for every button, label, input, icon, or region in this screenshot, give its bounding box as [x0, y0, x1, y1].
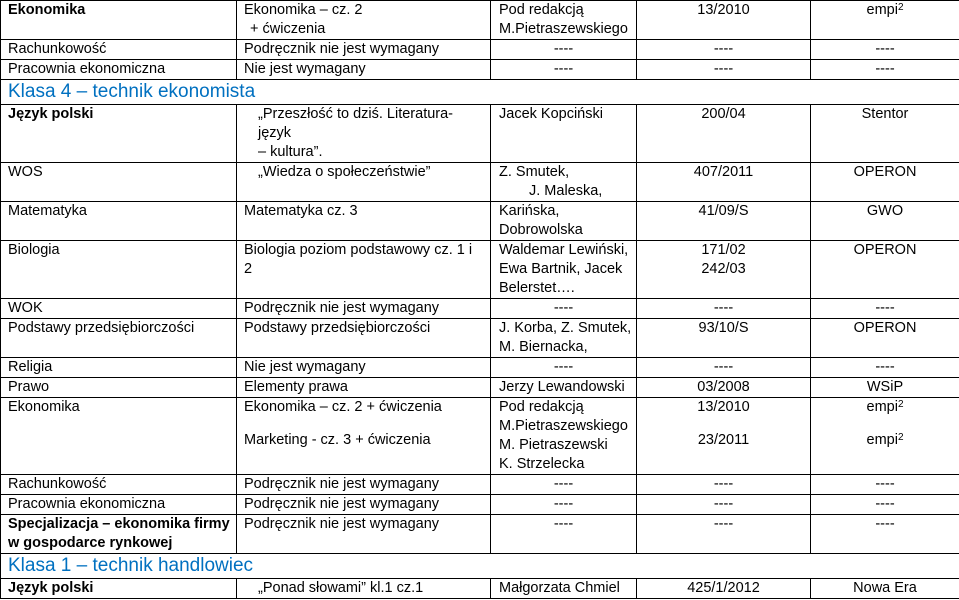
book-title: „Wiedza o społeczeństwie” [258, 164, 431, 180]
publisher-cell: WSiP [866, 379, 904, 395]
publisher-cell: empi [866, 399, 898, 415]
subject-cell: WOK [8, 300, 43, 316]
author-cell: M.Pietraszewskiego [499, 21, 628, 37]
subject-cell: Ekonomika [8, 2, 86, 18]
subject-cell: Specjalizacja – ekonomika firmy w gospodarce rynkowej [8, 516, 230, 551]
book-title: Nie jest wymagany [244, 359, 366, 375]
publisher-cell: empi [866, 432, 898, 448]
table-row [1, 202, 959, 241]
superscript: 2 [897, 2, 904, 13]
author-cell: Małgorzata Chmiel [499, 580, 620, 596]
approval-number: 41/09/S [698, 203, 749, 219]
author-cell: ---- [553, 41, 574, 57]
publisher-cell: OPERON [853, 242, 917, 258]
subject-cell: Język polski [8, 106, 94, 122]
approval-number: 93/10/S [698, 320, 749, 336]
author-cell: J. Korba, Z. Smutek, [499, 320, 632, 336]
publisher-cell: ---- [875, 516, 895, 532]
book-title: Podręcznik nie jest wymagany [244, 516, 440, 532]
approval-number: 407/2011 [693, 164, 754, 180]
section-title: Klasa 4 – technik ekonomista [8, 81, 256, 102]
book-title: Ekonomika – cz. 2 + ćwiczenia [244, 399, 442, 415]
author-cell: Jerzy Lewandowski [499, 379, 625, 395]
approval-number: ---- [713, 300, 734, 316]
author-cell: M. Biernacka, [499, 339, 588, 355]
approval-number: 13/2010 [697, 399, 750, 415]
publisher-cell: ---- [875, 41, 895, 57]
author-cell: Pod redakcją [499, 399, 584, 415]
subject-cell: Podstawy przedsiębiorczości [8, 320, 195, 336]
author-cell: ---- [553, 61, 574, 77]
book-title: Podręcznik nie jest wymagany [244, 476, 440, 492]
section-row [1, 80, 959, 105]
table-row [1, 40, 959, 60]
approval-number: 13/2010 [697, 2, 750, 18]
author-cell: ---- [553, 516, 574, 532]
subject-cell: Pracownia ekonomiczna [8, 61, 166, 77]
approval-number: 23/2011 [697, 432, 750, 448]
approval-number: 200/04 [701, 106, 746, 122]
table-row [1, 378, 959, 398]
subject-cell: WOS [8, 164, 43, 180]
subject-cell: Biologia [8, 242, 60, 258]
author-cell: Pod redakcją [499, 2, 584, 18]
subject-cell: Język polski [8, 580, 94, 596]
book-title: 2 [244, 261, 253, 277]
approval-number: 242/03 [701, 261, 746, 277]
superscript: 2 [897, 399, 904, 410]
table-row [1, 105, 959, 163]
book-title: „Przeszłość to dziś. Literatura- język [258, 106, 454, 141]
publisher-cell: ---- [875, 476, 895, 492]
book-title: Podstawy przedsiębiorczości [244, 320, 431, 336]
author-cell: K. Strzelecka [499, 456, 585, 472]
book-title: Podręcznik nie jest wymagany [244, 41, 440, 57]
approval-number: ---- [713, 41, 734, 57]
table-row [1, 515, 959, 554]
approval-number: 03/2008 [697, 379, 750, 395]
subject-cell: Pracownia ekonomiczna [8, 496, 166, 512]
table-row [1, 241, 959, 299]
author-cell: Waldemar Lewiński, [499, 242, 629, 258]
book-title: Ekonomika – cz. 2 [244, 2, 363, 18]
author-cell: Dobrowolska [499, 222, 583, 238]
table-row [1, 163, 959, 202]
book-title: Podręcznik nie jest wymagany [244, 300, 440, 316]
table-row [1, 475, 959, 495]
author-cell: ---- [553, 496, 574, 512]
subject-cell: Ekonomika [8, 399, 80, 415]
book-title: + ćwiczenia [250, 21, 326, 37]
author-cell: Ewa Bartnik, Jacek [499, 261, 623, 277]
publisher-cell: OPERON [853, 164, 917, 180]
subject-cell: Rachunkowość [8, 41, 107, 57]
book-title: – kultura”. [258, 144, 323, 160]
publisher-cell: empi [866, 2, 898, 18]
table-row [1, 495, 959, 515]
book-title: Podręcznik nie jest wymagany [244, 496, 440, 512]
approval-number: ---- [713, 61, 734, 77]
publisher-cell: ---- [875, 61, 895, 77]
subject-cell: Matematyka [8, 203, 87, 219]
approval-number: 171/02 [701, 242, 746, 258]
publisher-cell: Nowa Era [853, 580, 917, 596]
table-row [1, 60, 959, 80]
publisher-cell: GWO [866, 203, 904, 219]
publisher-cell: ---- [875, 359, 895, 375]
publisher-cell: OPERON [853, 320, 917, 336]
publisher-cell: ---- [875, 300, 895, 316]
author-cell: ---- [553, 300, 574, 316]
table-row [1, 398, 959, 475]
publisher-cell: ---- [875, 496, 895, 512]
table-row [1, 579, 959, 599]
section-row [1, 554, 959, 579]
approval-number: ---- [713, 496, 734, 512]
table-row [1, 299, 959, 319]
subject-cell: Religia [8, 359, 53, 375]
table-row [1, 358, 959, 378]
book-title: Biologia poziom podstawowy cz. 1 i [244, 242, 473, 258]
publisher-cell: Stentor [861, 106, 909, 122]
superscript: 2 [897, 432, 904, 443]
author-cell: ---- [553, 476, 574, 492]
table-row [1, 319, 959, 358]
author-cell: ---- [553, 359, 574, 375]
table-row [1, 1, 959, 40]
approval-number: ---- [713, 516, 734, 532]
book-title: Matematyka cz. 3 [244, 203, 358, 219]
book-title: „Ponad słowami” kl.1 cz.1 [258, 580, 424, 596]
approval-number: 425/1/2012 [687, 580, 760, 596]
author-cell: Z. Smutek, [499, 164, 570, 180]
author-cell: M. Pietraszewski [499, 437, 608, 453]
book-title: Nie jest wymagany [244, 61, 366, 77]
author-cell: Karińska, [499, 203, 560, 219]
book-title: Elementy prawa [244, 379, 348, 395]
author-cell: Jacek Kopciński [499, 106, 603, 122]
author-cell: M.Pietraszewskiego [499, 418, 628, 434]
book-title: Marketing - cz. 3 + ćwiczenia [244, 432, 431, 448]
section-title: Klasa 1 – technik handlowiec [8, 555, 254, 576]
author-cell: Belerstet…. [499, 280, 575, 296]
subject-cell: Rachunkowość [8, 476, 107, 492]
author-cell: J. Maleska, [529, 183, 603, 199]
approval-number: ---- [713, 476, 734, 492]
approval-number: ---- [713, 359, 734, 375]
subject-cell: Prawo [8, 379, 50, 395]
